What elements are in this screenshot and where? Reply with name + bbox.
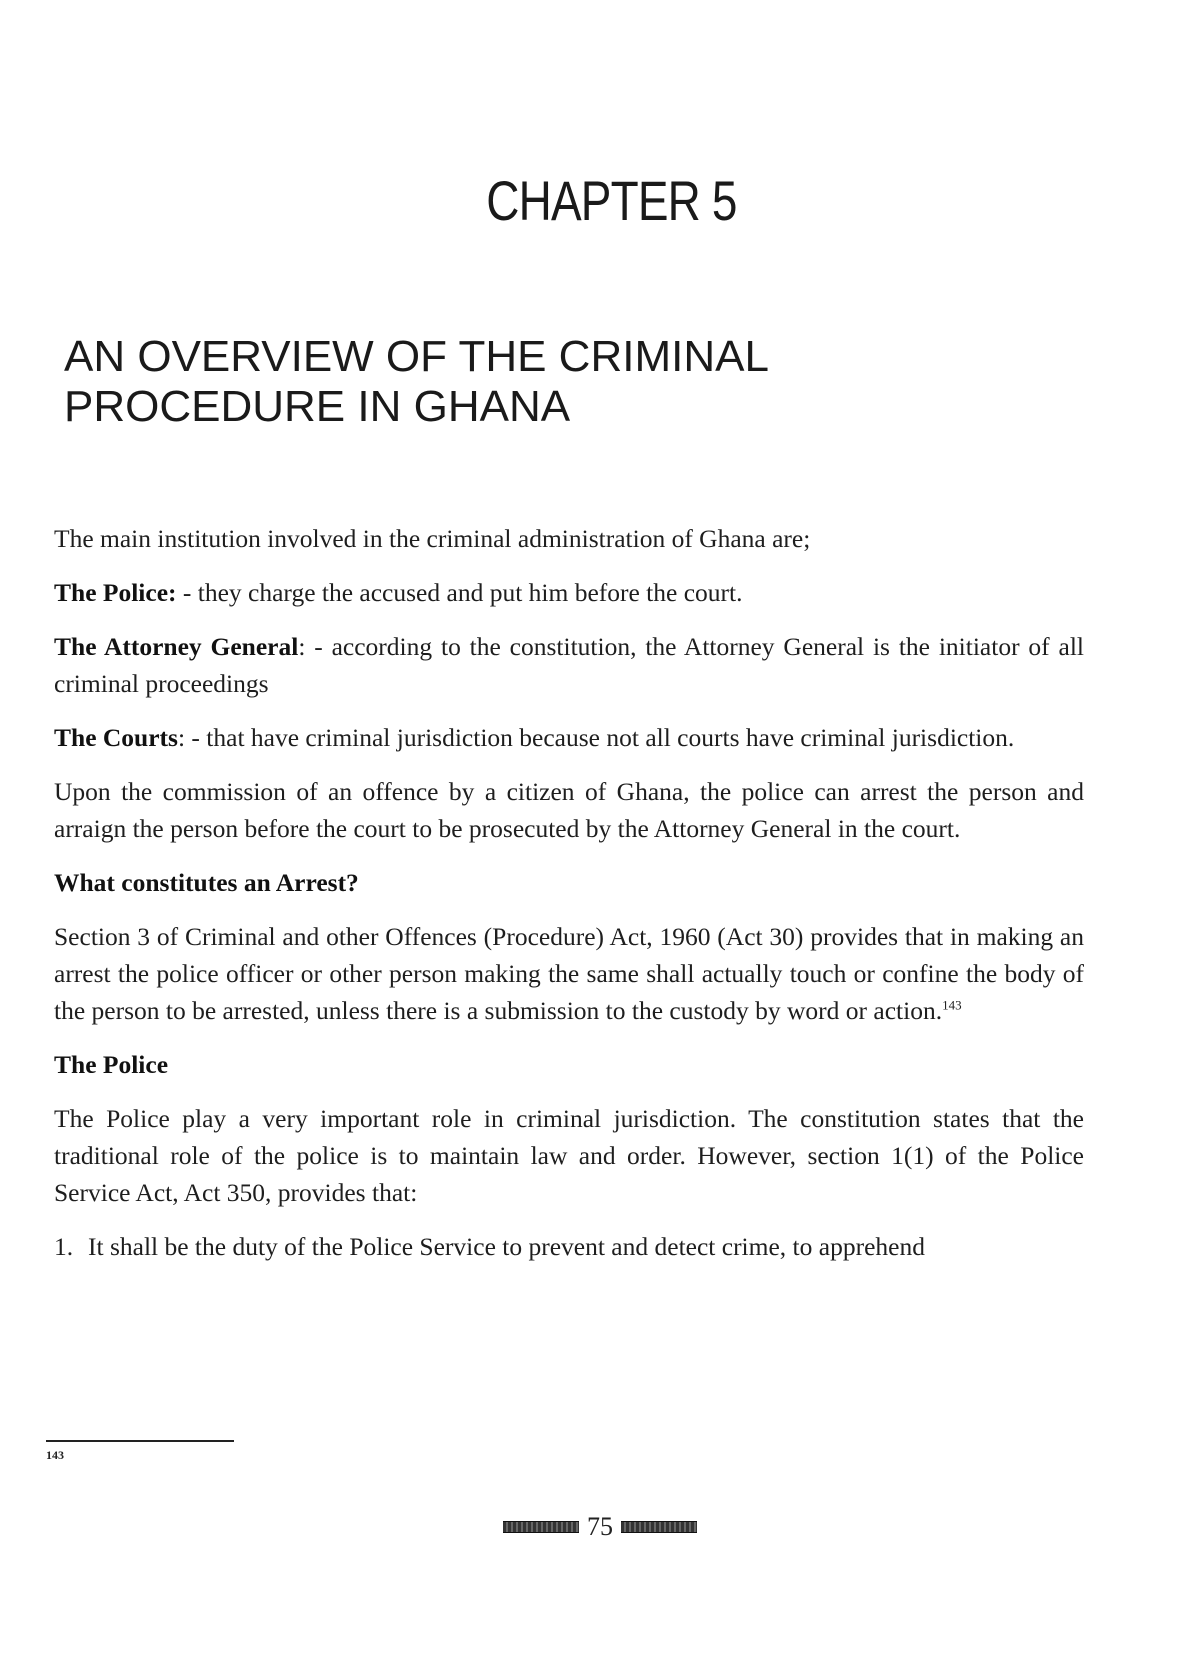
list-item xyxy=(54,1228,1084,1265)
police-definition-text: - they charge the accused and put him before the court. xyxy=(176,578,743,607)
courts-definition-text: : - that have criminal jurisdiction because not all courts have criminal jurisdiction. xyxy=(177,723,1015,752)
footnote-divider xyxy=(46,1440,234,1442)
police-definition xyxy=(54,574,1084,611)
section-3-text: Section 3 of Criminal and other Offences (Procedure) Act, 1960 (Act 30) provides that in making an arrest the police officer or other person making the same shall actually touch or confine the body of the person to be arrested, unless there is a submission to the custody by word or action. xyxy=(54,922,1084,1025)
page-number-footer xyxy=(0,1512,1200,1542)
section-3-paragraph xyxy=(54,918,1084,1029)
page-number-right-ornament xyxy=(621,1521,697,1533)
chapter-title xyxy=(64,332,1064,432)
commission-paragraph: Upon the commission of an offence by a citizen of Ghana, the police can arrest the person and arraign the person before the court to be prosecuted by the Attorney General in the court. xyxy=(54,777,1084,843)
footnote-number: 143 xyxy=(46,1448,64,1462)
police-term: The Police: xyxy=(54,578,177,607)
courts-definition xyxy=(54,719,1084,756)
attorney-general-definition xyxy=(54,628,1084,702)
list-item-number: 1. xyxy=(54,1232,74,1261)
chapter-title-line-1: AN OVERVIEW OF THE CRIMINAL xyxy=(64,332,769,381)
arrest-heading: What constitutes an Arrest? xyxy=(54,868,359,897)
chapter-label: CHAPTER 5 xyxy=(486,169,737,232)
police-heading: The Police xyxy=(54,1050,169,1079)
body-text xyxy=(54,520,1084,1265)
footnote-reference[interactable]: 143 xyxy=(942,997,962,1013)
attorney-general-term: The Attorney General xyxy=(54,632,299,661)
courts-term: The Courts xyxy=(54,723,178,752)
page-number: 75 xyxy=(587,1512,613,1541)
intro-paragraph: The main institution involved in the criminal administration of Ghana are; xyxy=(54,524,811,553)
list-item-text: It shall be the duty of the Police Service to prevent and detect crime, to apprehend xyxy=(88,1232,925,1261)
page-number-left-ornament xyxy=(503,1521,579,1533)
attorney-general-definition-text: : - according to the constitution, the Attorney General is the initiator of all criminal proceedings xyxy=(54,632,1084,698)
chapter-title-line-2: PROCEDURE IN GHANA xyxy=(64,382,571,431)
police-role-paragraph: The Police play a very important role in criminal jurisdiction. The constitution states that the traditional role of the police is to maintain law and order. However, section 1(1) of the Police Service Act, Act 350, provides that: xyxy=(54,1104,1084,1207)
